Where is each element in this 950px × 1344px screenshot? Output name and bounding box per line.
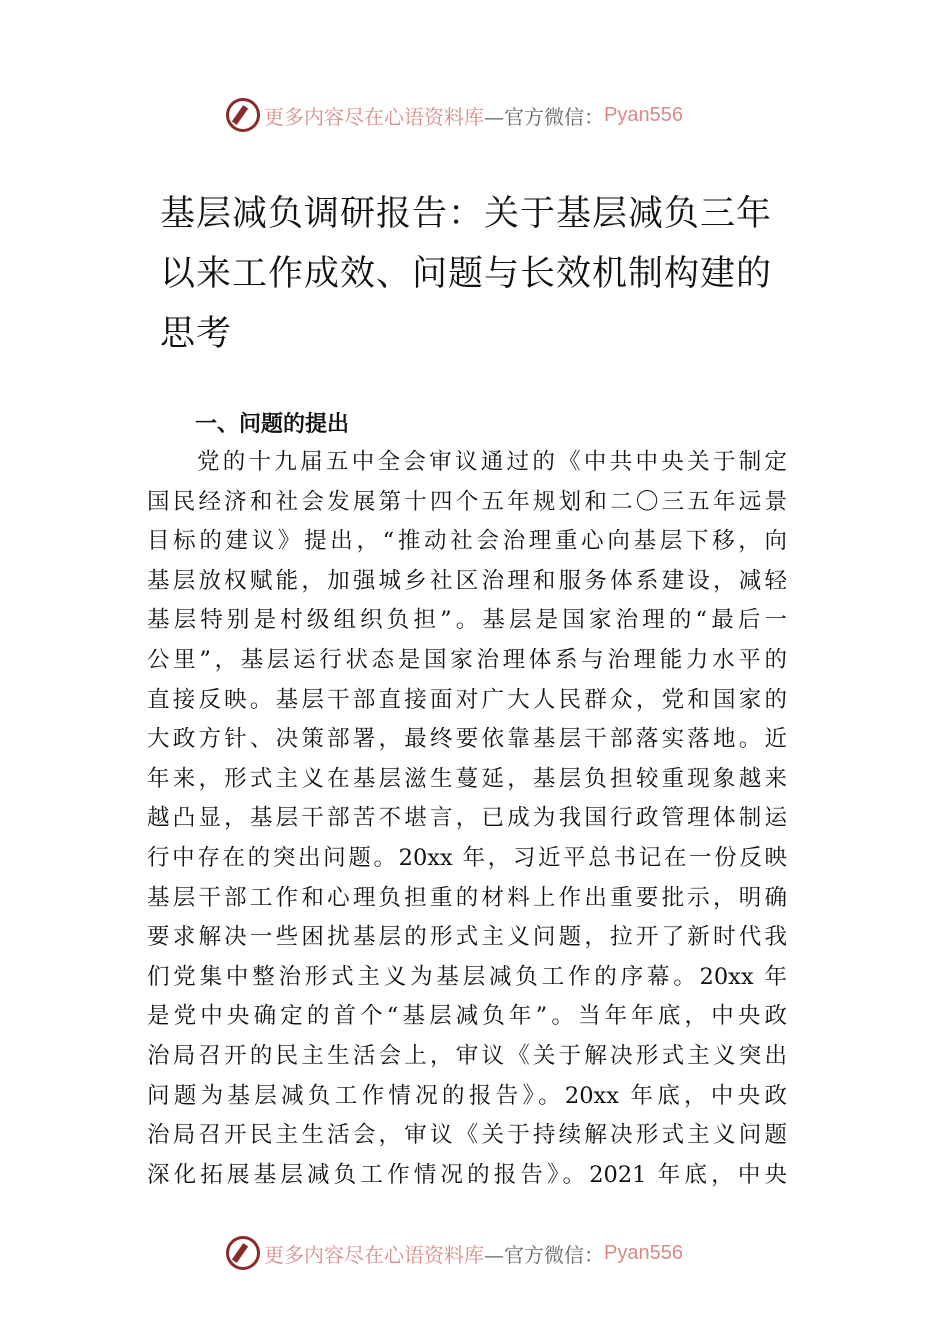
banner-label: —官方微信：: [484, 104, 604, 129]
banner-text: 更多内容尽在心语资料库: [264, 1242, 484, 1267]
text-line: 治局召开民主生活会，审议《关于持续解决形式主义问题: [147, 1122, 787, 1149]
banner-text: 更多内容尽在心语资料库: [264, 104, 484, 129]
text-line: 是党中央确定的首个“基层减负年”。当年年底，中央政: [147, 1003, 787, 1030]
text-line: 公里”，基层运行状态是国家治理体系与治理能力水平的: [147, 646, 787, 673]
section-heading: 一、问题的提出: [195, 412, 350, 437]
text-line: 基层干部工作和心理负担重的材料上作出重要批示，明确: [147, 884, 787, 911]
text-line: 越凸显，基层干部苦不堪言，已成为我国行政管理体制运: [147, 805, 787, 832]
text-line: 们党集中整治形式主义为基层减负工作的序幕。20xx 年: [147, 963, 787, 990]
banner-label: —官方微信：: [484, 1242, 604, 1267]
text-line: 目标的建议》提出，“推动社会治理重心向基层下移，向: [147, 528, 787, 555]
text-line: 直接反映。基层干部直接面对广大人民群众，党和国家的: [147, 686, 787, 713]
body-paragraph: [147, 443, 787, 1195]
text-line: 深化拓展基层减负工作情况的报告》。2021 年底，中央: [147, 1161, 787, 1188]
text-line: 要求解决一些困扰基层的形式主义问题，拉开了新时代我: [147, 924, 787, 951]
text-line: 行中存在的突出问题。20xx 年，习近平总书记在一份反映: [147, 844, 787, 871]
title-line: 思考: [160, 314, 233, 354]
text-line: 国民经济和社会发展第十四个五年规划和二〇三五年远景: [147, 488, 787, 515]
banner-wechat-id: Pyan556: [604, 103, 683, 126]
banner-wechat-id: Pyan556: [604, 1241, 683, 1264]
document-title: [160, 184, 780, 364]
text-line: 问题为基层减负工作情况的报告》。20xx 年底，中央政: [147, 1082, 787, 1109]
text-line: 治局召开的民主生活会上，审议《关于解决形式主义突出: [147, 1042, 787, 1069]
text-line: 党的十九届五中全会审议通过的《中共中央关于制定: [197, 449, 787, 475]
title-line: 基层减负调研报告：关于基层减负三年: [160, 194, 773, 234]
header-watermark-banner: [226, 95, 726, 135]
footer-watermark-banner: [226, 1233, 726, 1273]
text-line: 基层放权赋能，加强城乡社区治理和服务体系建设，减轻: [147, 567, 787, 594]
pen-logo-icon: [226, 1236, 260, 1270]
text-line: 大政方针、决策部署，最终要依靠基层干部落实落地。近: [147, 726, 787, 753]
text-line: 基层特别是村级组织负担”。基层是国家治理的“最后一: [147, 607, 787, 634]
pen-logo-icon: [226, 98, 260, 132]
title-line: 以来工作成效、问题与长效机制构建的: [160, 254, 773, 294]
text-line: 年来，形式主义在基层滋生蔓延，基层负担较重现象越来: [147, 765, 787, 792]
